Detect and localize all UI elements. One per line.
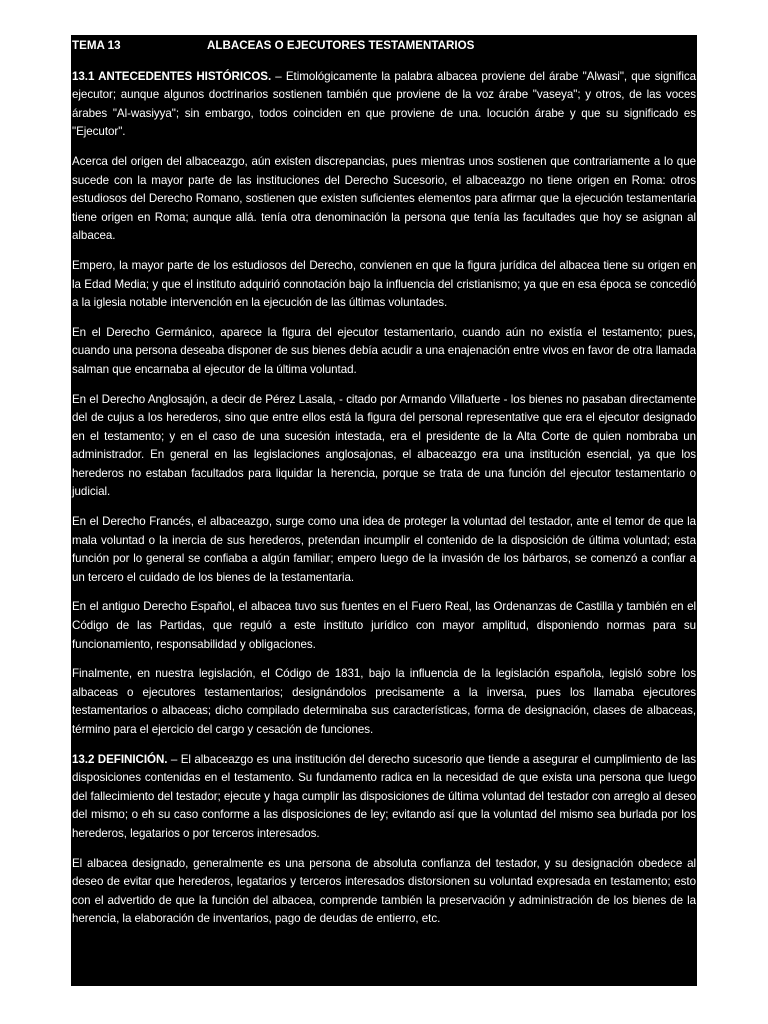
paragraph-legislacion <box>72 665 696 739</box>
paragraph-derecho-espanol <box>72 598 696 654</box>
paragraph-text: Empero, la mayor parte de los estudiosos del Derecho, convienen en que la figura jurídica del albacea tiene su origen en la Edad Media; y que el instituto adquirió connotación bajo la influencia del cristianismo; ya que en esa época se concedió a la iglesia notable intervención en la ejecución de las últimas voluntades. <box>72 258 696 310</box>
paragraph-text: En el Derecho Francés, el albaceazgo, surge como una idea de proteger la voluntad del testador, ante el temor de que la mala voluntad o la inercia de sus herederos, pretendan incumplir el contenido de la disposición de última voluntad; esta función por lo general se confiaba a algún familiar; empero luego de la invasión de los bárbaros, se comenzó a confiar a un tercero el cuidado de los bienes de la testamentaria. <box>72 515 696 584</box>
paragraph-derecho-anglosajon <box>72 391 696 503</box>
paragraph-albacea-designado <box>72 855 696 929</box>
paragraph-text: El albacea designado, generalmente es una persona de absoluta confianza del testador, y su designación obedece al deseo de evitar que herederos, legatarios y terceros interesados distorsionen su voluntad expresada en testamento; esto con el advertido de que la función del albacea, comprende también la preservación y administración de los bienes de la herencia, la elaboración de inventarios, pago de deudas de entierro, etc. <box>72 856 696 926</box>
section-heading: 13.1 ANTECEDENTES HISTÓRICOS. <box>72 69 272 83</box>
paragraph-text: En el Derecho Anglosajón, a decir de Pérez Lasala, - citado por Armando Villafuerte - los bienes no pasaban directamente del de cujus a los herederos, sino que entre ellos está la figura del personal representative que era el ejecutor designado en el testamento; y en el caso de una sucesión intestada, era el presidente de la Alta Corte de quien nombraba un administrador. En general en las legislaciones anglosajonas, el albaceazgo era una institución esencial, ya que los herederos no estaban facultados para liquidar la herencia, porque se trata de una función del ejecutor testamentario o judicial. <box>72 392 696 499</box>
paragraph-text: En el Derecho Germánico, aparece la figura del ejecutor testamentario, cuando aún no existía el testamento; pues, cuando una persona deseaba disponer de sus bienes debía acudir a una enajenación entre vivos en favor de otra llamada salman que encarnaba al ejecutor de la última voluntad. <box>72 325 696 376</box>
paragraph-text: En el antiguo Derecho Español, el albacea tuvo sus fuentes en el Fuero Real, las Ordenanzas de Castilla y también en el Código de las Partidas, que reguló a este instituto jurídico con mayor amplitud, disponiendo normas para su funcionamiento, responsabilidad y obligaciones. <box>72 600 696 651</box>
paragraph-edad-media <box>72 257 696 313</box>
paragraph-text: Acerca del origen del albaceazgo, aún existen discrepancias, pues mientras unos sostienen que contrariamente a lo que sucede con la mayor parte de las instituciones del Derecho Sucesorio, el albaceazgo no tiene origen en Roma: otros estudiosos del Derecho Romano, sostienen que existen suficientes elementos para afirmar que la ejecución testamentaria tiene origen en Roma; aunque allá. tenía otra denominación la persona que tenía las facultades que hoy se asignan al albacea. <box>72 154 696 243</box>
paragraph-definicion <box>72 751 696 844</box>
paragraph-derecho-germanico <box>72 324 696 380</box>
paragraph-antecedentes <box>72 68 696 142</box>
document-page <box>71 35 697 986</box>
page-title: ALBACEAS O EJECUTORES TESTAMENTARIOS <box>207 39 475 52</box>
tema-label: TEMA 13 <box>72 39 121 52</box>
paragraph-derecho-frances <box>72 513 696 587</box>
page-header <box>72 37 696 56</box>
paragraph-text: Finalmente, en nuestra legislación, el Código de 1831, bajo la influencia de la legislación española, legisló sobre los albaceas o ejecutores testamentarios; designándolos precisamente a la inversa, pues los llamaba ejecutores testamentarios o albaceas; dicho compilado determinaba sus características, forma de designación, clases de albaceas, término para el ejercicio del cargo y cesación de funciones. <box>72 667 696 736</box>
paragraph-text: – El albaceazgo es una institución del derecho sucesorio que tiende a asegurar el cumplimiento de las disposiciones contenidas en el testamento. Su fundamento radica en la necesidad de que exista una persona que luego del fallecimiento del testador; ejecute y haga cumplir las disposiciones de última voluntad del testador con arreglo al deseo del mismo; o eh su caso conforme a las disposiciones de ley; evitando así que la voluntad del mismo sea burlada por los herederos, legatarios o por terceros interesados. <box>72 752 696 840</box>
paragraph-origen <box>72 153 696 246</box>
paragraph-text: – Etimológicamente la palabra albacea proviene del árabe "Alwasi", que significa ejecutor; aunque algunos doctrinarios sostienen también que proviene de la voz árabe "vaseya"; y otros, de las voces árabes "Al-wasiyya"; sin embargo, todos coinciden en que proviene de una. locución árabe y que su significado es "Ejecutor". <box>72 69 697 139</box>
section-heading: 13.2 DEFINICIÓN. <box>72 752 168 766</box>
